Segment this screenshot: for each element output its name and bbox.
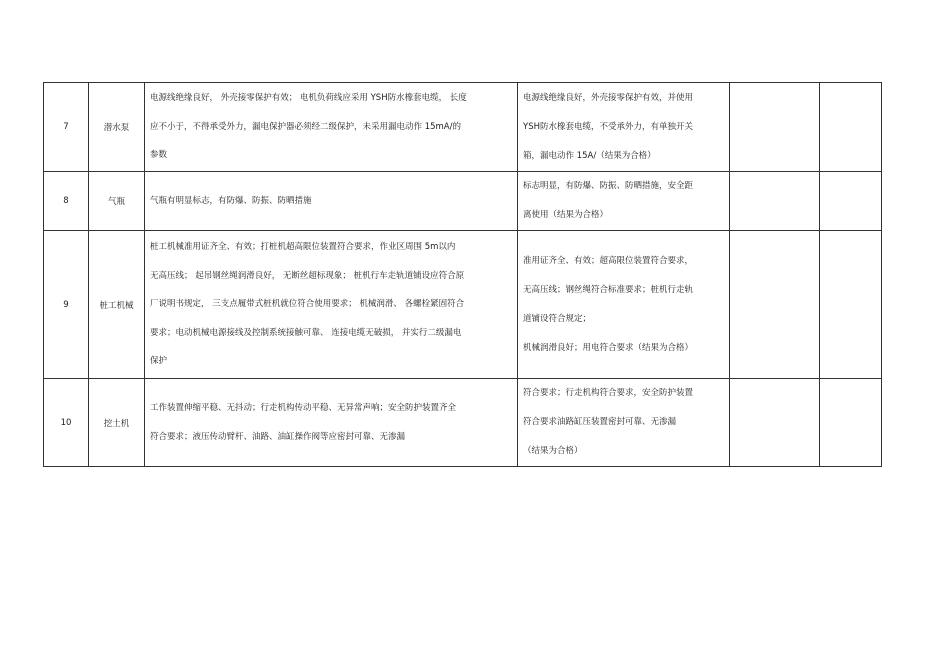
empty-cell — [820, 379, 882, 467]
row-number: 10 — [44, 379, 89, 467]
requirement-line: 桩工机械准用证齐全、有效；打桩机超高限位装置符合要求，作业区周围 5m以内 — [150, 242, 456, 253]
requirement-line: 要求；电动机械电源接线及控制系统接触可靠、 连接电缆无破损， 并实行二级漏电 — [150, 327, 462, 338]
requirement-line: 电源线绝缘良好， 外壳接零保护有效； 电机负荷线应采用 YSH防水橡套电缆， 长度 — [150, 93, 467, 104]
requirement-cell — [145, 231, 518, 379]
inspection-table — [43, 82, 882, 467]
equipment-name: 潜水泵 — [89, 83, 145, 172]
result-cell — [518, 231, 730, 379]
empty-cell — [820, 172, 882, 231]
result-line: 离使用（结果为合格） — [523, 210, 609, 220]
requirement-line: 厂说明书规定， 三支点履带式桩机就位符合使用要求； 机械润滑、 各螺栓紧固符合 — [150, 299, 465, 310]
result-cell — [518, 172, 730, 231]
row-number: 7 — [44, 83, 89, 172]
result-line: 箱，漏电动作 15A/（结果为合格） — [523, 150, 656, 161]
result-line: 机械润滑良好；用电符合要求（结果为合格） — [523, 342, 694, 353]
requirement-line: 气瓶有明显标志，有防爆、防振、防晒措施 — [150, 195, 312, 206]
result-line: YSH防水橡套电缆，不受承外力，有单独开关 — [523, 121, 693, 132]
table-row — [44, 172, 882, 231]
result-line: 电源线绝缘良好，外壳接零保护有效，并使用 — [523, 92, 694, 103]
requirement-line: 无高压线； 起吊钢丝绳润滑良好， 无断丝超标现象； 桩机行车走轨道铺设应符合原 — [150, 270, 465, 281]
result-line: 符合要求；行走机构符合要求，安全防护装置 — [523, 388, 694, 398]
empty-cell — [730, 231, 820, 379]
result-line: 道铺设符合规定； — [523, 313, 592, 324]
table-row — [44, 379, 882, 467]
requirement-line: 参数 — [150, 150, 168, 161]
empty-cell — [820, 231, 882, 379]
result-cell — [518, 83, 730, 172]
result-cell — [518, 379, 730, 467]
requirement-line: 工作装置伸缩平稳、无抖动；行走机构传动平稳、无异常声响；安全防护装置齐全 — [150, 402, 457, 413]
row-number: 9 — [44, 231, 89, 379]
table-row — [44, 231, 882, 379]
result-line: 标志明显，有防爆、防振、防晒措施，安全距 — [523, 181, 694, 191]
empty-cell — [730, 379, 820, 467]
equipment-name: 挖土机 — [89, 379, 145, 467]
result-line: 无高压线；钢丝绳符合标准要求；桩机行走轨 — [523, 284, 694, 295]
empty-cell — [730, 172, 820, 231]
result-line: 准用证齐全、有效；超高限位装置符合要求， — [523, 255, 694, 266]
empty-cell — [730, 83, 820, 172]
requirement-line: 符合要求；液压传动臂杆、油路、油缸操作阀等应密封可靠、无渗漏 — [150, 431, 406, 442]
equipment-name: 桩工机械 — [89, 231, 145, 379]
table-row — [44, 83, 882, 172]
equipment-name: 气瓶 — [89, 172, 145, 231]
requirement-cell — [145, 172, 518, 231]
result-line: （结果为合格） — [523, 446, 583, 456]
requirement-cell — [145, 379, 518, 467]
result-line: 符合要求油路缸压装置密封可靠、无渗漏 — [523, 417, 677, 427]
empty-cell — [820, 83, 882, 172]
requirement-line: 保护 — [150, 356, 168, 367]
row-number: 8 — [44, 172, 89, 231]
requirement-cell — [145, 83, 518, 172]
requirement-line: 应不小于，不得承受外力，漏电保护器必须经二级保护，未采用漏电动作 15mA/的 — [150, 121, 461, 132]
